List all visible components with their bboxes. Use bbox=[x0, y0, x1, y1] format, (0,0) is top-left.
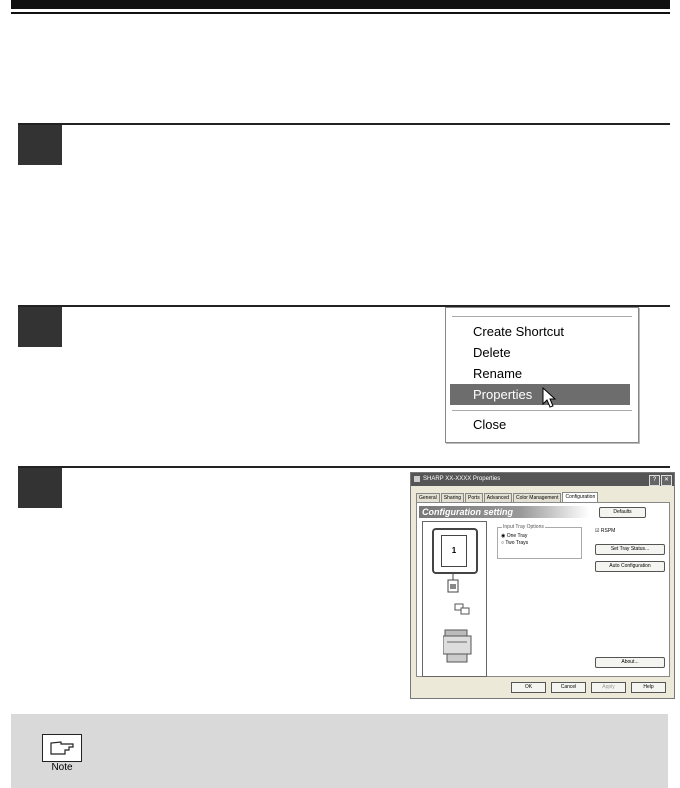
step-2-marker bbox=[18, 307, 62, 347]
menu-item-rename[interactable]: Rename bbox=[473, 366, 523, 381]
banner-title: Configuration setting bbox=[422, 507, 513, 517]
configuration-panel bbox=[416, 502, 670, 677]
tab-general[interactable]: General bbox=[416, 493, 440, 502]
help-button[interactable]: Help bbox=[631, 682, 666, 693]
menu-item-create-shortcut[interactable]: Create Shortcut bbox=[473, 324, 565, 339]
tray-number: 1 bbox=[441, 535, 467, 567]
printer-properties-dialog bbox=[410, 472, 675, 699]
ok-button[interactable]: OK bbox=[511, 682, 546, 693]
printer-illustration-icon bbox=[443, 572, 473, 676]
close-icon[interactable]: ✕ bbox=[661, 475, 672, 486]
dialog-title-bar bbox=[411, 473, 674, 486]
radio-two-trays-label: Two Trays bbox=[505, 540, 529, 546]
tab-advanced[interactable]: Advanced bbox=[484, 493, 512, 502]
menu-separator bbox=[452, 316, 632, 317]
printer-diagram bbox=[422, 521, 487, 677]
printer-icon bbox=[414, 476, 420, 482]
step-1-rule bbox=[18, 123, 670, 125]
note-box bbox=[11, 714, 668, 788]
apply-button[interactable]: Apply bbox=[591, 682, 626, 693]
help-icon[interactable]: ? bbox=[649, 475, 660, 486]
context-menu bbox=[445, 307, 639, 443]
note-label: Note bbox=[51, 762, 73, 773]
set-tray-status-button[interactable]: Set Tray Status... bbox=[595, 544, 665, 555]
step-3-marker bbox=[18, 468, 62, 508]
menu-separator bbox=[452, 410, 632, 411]
menu-item-close[interactable]: Close bbox=[473, 417, 507, 432]
rspm-checkbox[interactable]: ☑ RSPM bbox=[595, 528, 616, 534]
step-1-marker bbox=[18, 125, 62, 165]
tab-configuration[interactable]: Configuration bbox=[562, 492, 598, 503]
radio-one-tray[interactable]: ◉ One Tray bbox=[501, 533, 528, 539]
rspm-label: RSPM bbox=[600, 528, 616, 534]
auto-configuration-button[interactable]: Auto Configuration bbox=[595, 561, 665, 572]
configuration-banner bbox=[419, 506, 589, 518]
dialog-title: SHARP XX-XXXX Properties bbox=[423, 476, 501, 482]
tab-ports[interactable]: Ports bbox=[465, 493, 483, 502]
radio-two-trays[interactable]: ○ Two Trays bbox=[501, 540, 529, 546]
step-3-rule bbox=[18, 466, 670, 468]
menu-item-properties[interactable]: Properties bbox=[450, 384, 630, 405]
header-rule-thin bbox=[11, 12, 670, 14]
cancel-button[interactable]: Cancel bbox=[551, 682, 586, 693]
tab-color-management[interactable]: Color Management bbox=[513, 493, 562, 502]
input-tray-options-group bbox=[497, 524, 582, 559]
pointing-hand-icon bbox=[42, 734, 82, 762]
input-tray-options-label: Input Tray Options bbox=[503, 524, 544, 530]
header-rule-thick bbox=[11, 0, 670, 9]
tab-strip bbox=[416, 493, 598, 502]
tray-icon bbox=[432, 528, 478, 574]
defaults-button[interactable]: Defaults bbox=[599, 507, 646, 518]
tab-sharing[interactable]: Sharing bbox=[441, 493, 464, 502]
mouse-pointer-icon bbox=[542, 387, 556, 409]
about-button[interactable]: About... bbox=[595, 657, 665, 668]
menu-item-delete[interactable]: Delete bbox=[473, 345, 511, 360]
radio-one-tray-label: One Tray bbox=[506, 533, 528, 539]
